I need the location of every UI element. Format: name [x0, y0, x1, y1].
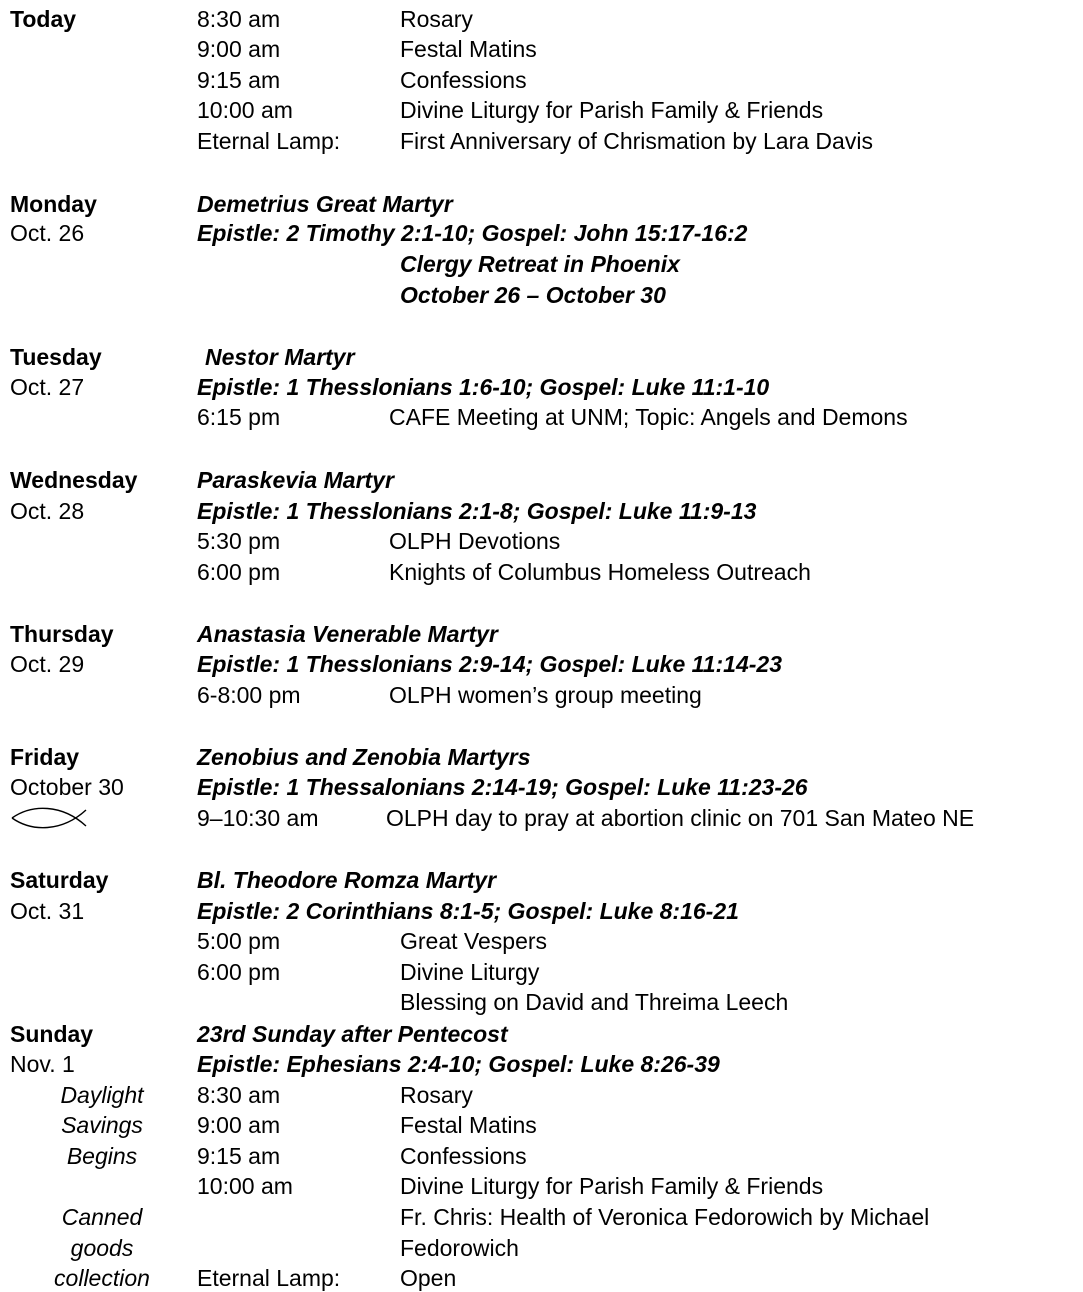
- readings: Epistle: 1 Thesslonians 2:1-8; Gospel: Luke 11:9-13: [197, 498, 757, 524]
- date-label: Oct. 27: [10, 374, 85, 400]
- event: OLPH women’s group meeting: [389, 682, 702, 708]
- event: Great Vespers: [400, 928, 548, 954]
- side-note: goods: [70, 1235, 134, 1261]
- event: Fr. Chris: Health of Veronica Fedorowich by Michael: [400, 1204, 930, 1230]
- day-label: Wednesday: [10, 467, 138, 493]
- date-label: Oct. 28: [10, 498, 85, 524]
- event: CAFE Meeting at UNM; Topic: Angels and Demons: [389, 404, 908, 430]
- feast-title: Nestor Martyr: [205, 344, 355, 370]
- date-label: Oct. 29: [10, 651, 85, 677]
- day-label: Friday: [10, 744, 80, 770]
- fish-icon: [10, 805, 96, 831]
- time: 8:30 am: [197, 6, 281, 32]
- date-label: October 30: [10, 774, 124, 800]
- side-note: Canned: [61, 1204, 143, 1230]
- day-label: Monday: [10, 191, 97, 217]
- event: OLPH day to pray at abortion clinic on 701 San Mateo NE: [386, 805, 975, 831]
- date-label: Oct. 26: [10, 220, 85, 246]
- readings: Epistle: Ephesians 2:4-10; Gospel: Luke 8:26-39: [197, 1051, 720, 1077]
- time: 8:30 am: [197, 1082, 281, 1108]
- event: Blessing on David and Threima Leech: [400, 989, 789, 1015]
- time: 6:00 pm: [197, 959, 281, 985]
- day-label: Sunday: [10, 1021, 94, 1047]
- event: Open: [400, 1265, 457, 1291]
- event: Divine Liturgy: [400, 959, 540, 985]
- readings: Epistle: 2 Timothy 2:1-10; Gospel: John 15:17-16:2: [197, 220, 748, 246]
- event: OLPH Devotions: [389, 528, 561, 554]
- readings: Epistle: 1 Thesslonians 1:6-10; Gospel: Luke 11:1-10: [197, 374, 770, 400]
- event: Divine Liturgy for Parish Family & Friends: [400, 97, 824, 123]
- readings: Epistle: 1 Thessalonians 2:14-19; Gospel: Luke 11:23-26: [197, 774, 808, 800]
- event: Divine Liturgy for Parish Family & Friends: [400, 1173, 824, 1199]
- side-note: Begins: [66, 1143, 138, 1169]
- feast-title: Anastasia Venerable Martyr: [197, 621, 498, 647]
- time: 6:15 pm: [197, 404, 281, 430]
- event: First Anniversary of Chrismation by Lara Davis: [400, 128, 873, 154]
- day-label: Tuesday: [10, 344, 102, 370]
- day-label: Saturday: [10, 867, 109, 893]
- time: Eternal Lamp:: [197, 1265, 341, 1291]
- time: 6:00 pm: [197, 559, 281, 585]
- feast-title: Paraskevia Martyr: [197, 467, 394, 493]
- side-note: Savings: [61, 1112, 143, 1138]
- event: Confessions: [400, 67, 527, 93]
- event: Rosary: [400, 6, 473, 32]
- time: 6-8:00 pm: [197, 682, 301, 708]
- time: 5:30 pm: [197, 528, 281, 554]
- time: 10:00 am: [197, 1173, 293, 1199]
- time: 9:00 am: [197, 1112, 281, 1138]
- time: 9:15 am: [197, 1143, 281, 1169]
- event: Confessions: [400, 1143, 527, 1169]
- readings: Epistle: 2 Corinthians 8:1-5; Gospel: Luke 8:16-21: [197, 898, 739, 924]
- time: 9:15 am: [197, 67, 281, 93]
- side-note: Daylight: [60, 1082, 144, 1108]
- note: Clergy Retreat in Phoenix: [400, 251, 680, 277]
- time: 10:00 am: [197, 97, 293, 123]
- time: Eternal Lamp:: [197, 128, 341, 154]
- event: Fedorowich: [400, 1235, 519, 1261]
- feast-title: Zenobius and Zenobia Martyrs: [197, 744, 531, 770]
- feast-title: Bl. Theodore Romza Martyr: [197, 867, 497, 893]
- day-label: Thursday: [10, 621, 114, 647]
- side-note: collection: [54, 1265, 150, 1291]
- event: Knights of Columbus Homeless Outreach: [389, 559, 811, 585]
- time: 9:00 am: [197, 36, 281, 62]
- event: Rosary: [400, 1082, 473, 1108]
- event: Festal Matins: [400, 1112, 537, 1138]
- feast-title: Demetrius Great Martyr: [197, 191, 453, 217]
- time: 9–10:30 am: [197, 805, 319, 831]
- note: October 26 – October 30: [400, 282, 666, 308]
- event: Festal Matins: [400, 36, 537, 62]
- day-label: Today: [10, 6, 77, 32]
- time: 5:00 pm: [197, 928, 281, 954]
- date-label: Nov. 1: [10, 1051, 75, 1077]
- feast-title: 23rd Sunday after Pentecost: [197, 1021, 508, 1047]
- date-label: Oct. 31: [10, 898, 85, 924]
- readings: Epistle: 1 Thesslonians 2:9-14; Gospel: Luke 11:14-23: [197, 651, 782, 677]
